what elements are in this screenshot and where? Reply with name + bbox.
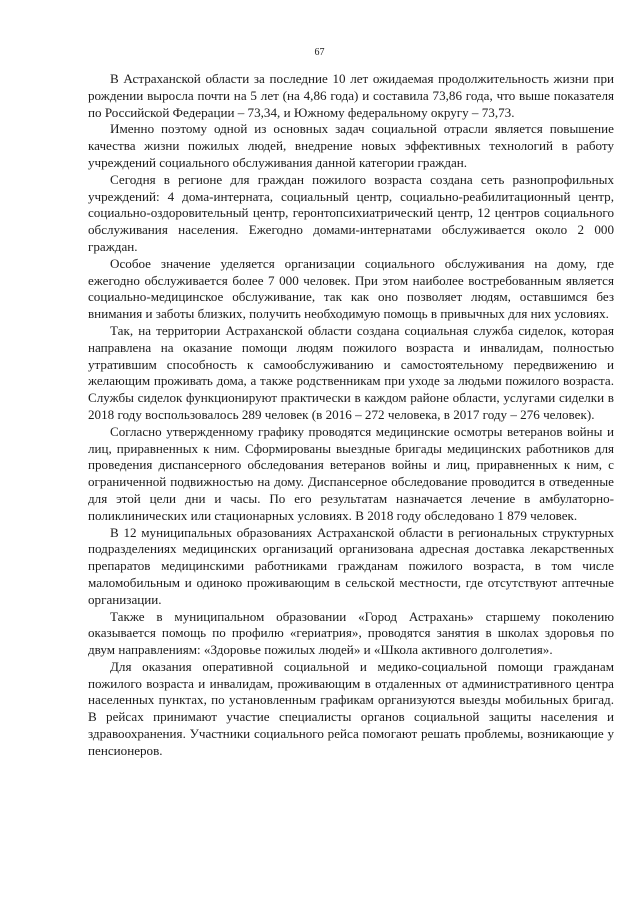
paragraph-life-expectancy: В Астраханской области за последние 10 лет ожидаемая продолжительность жизни при рождении выросла почти на 5 лет (на 4,86 года) и составила 73,86 года, что выше показателя по Российской Федерации – 73,34, и Южному федеральному округу – 73,73. [88, 71, 614, 120]
document-body [88, 71, 614, 760]
paragraph-geriatrics: Также в муниципальном образовании «Город Астрахань» старшему поколению оказывается помощь по профилю «гериатрия», проводятся занятия в школах здоровья по двум направлениям: «Здоровье пожилых людей» и «Школа активного долголетия». [88, 608, 614, 658]
paragraph-medical-examinations: Согласно утвержденному графику проводятся медицинские осмотры ветеранов войны и лиц, приравненных к ним. Сформированы выездные бригады медицинских работников для проведения диспансерного обследования ветеранов войны и лиц, приравненных к ним, с ограниченной подвижностью на дому. Диспансерное обследование проводится в отведенные для этой цели дни и часы. По его результатам назначается лечение в амбулаторно-поликлинических или стационарных условиях. В 2018 году обследовано 1 879 человек. [88, 423, 614, 523]
paragraph-mobile-brigades: Для оказания оперативной социальной и медико-социальной помощи гражданам пожилого возраста и инвалидам, проживающим в отдаленных от административного центра населенных пунктах, по установленным графикам организуются выезды мобильных бригад. В рейсах принимают участие специалисты органов социальной защиты населения и здравоохранения. Участники социального рейса помогают решать проблемы, возникающие у пенсионеров. [88, 658, 614, 758]
paragraph-institutions-network: Сегодня в регионе для граждан пожилого возраста создана сеть разнопрофильных учреждений: 4 дома-интерната, социальный центр, социально-реабилитационный центр, социально-оздоровительный центр, геронтопсихиатрический центр, 12 центров социального обслуживания населения. Ежегодно домами-интернатами обслуживается около 2 000 граждан. [88, 171, 614, 254]
paragraph-caregivers-service: Так, на территории Астраханской области создана социальная служба сиделок, которая направлена на оказание помощи людям пожилого возраста и инвалидам, полностью утратившим способность к самообслуживанию и самостоятельному передвижению и желающим проживать дома, а также родственникам при уходе за людьми пожилого возраста. Службы сиделок функционируют практически в каждом районе области, услугами сиделки в 2018 году воспользовалось 289 человек (в 2016 – 272 человека, в 2017 году – 276 человек). [88, 322, 614, 422]
paragraph-main-task: Именно поэтому одной из основных задач социальной отрасли является повышение качества жизни пожилых людей, внедрение новых эффективных технологий в работу учреждений социального обслуживания данной категории граждан. [88, 121, 614, 170]
paragraph-medicine-delivery: В 12 муниципальных образованиях Астраханской области в региональных структурных подразделениях медицинских организаций организована адресная доставка лекарственных препаратов медицинскими работниками гражданам пожилого возраста, в том числе маломобильным и одиноко проживающим в сельской местности, где отсутствуют аптечные организации. [88, 524, 614, 607]
paragraph-home-care: Особое значение уделяется организации социального обслуживания на дому, где ежегодно обслуживается более 7 000 человек. При этом наиболее востребованным является социально-медицинское обслуживание, так как оно позволяет людям, оставшимся без внимания и заботы близких, получить необходимую помощь в привычных для них условиях. [88, 255, 614, 322]
page-number: 67 [314, 47, 325, 58]
